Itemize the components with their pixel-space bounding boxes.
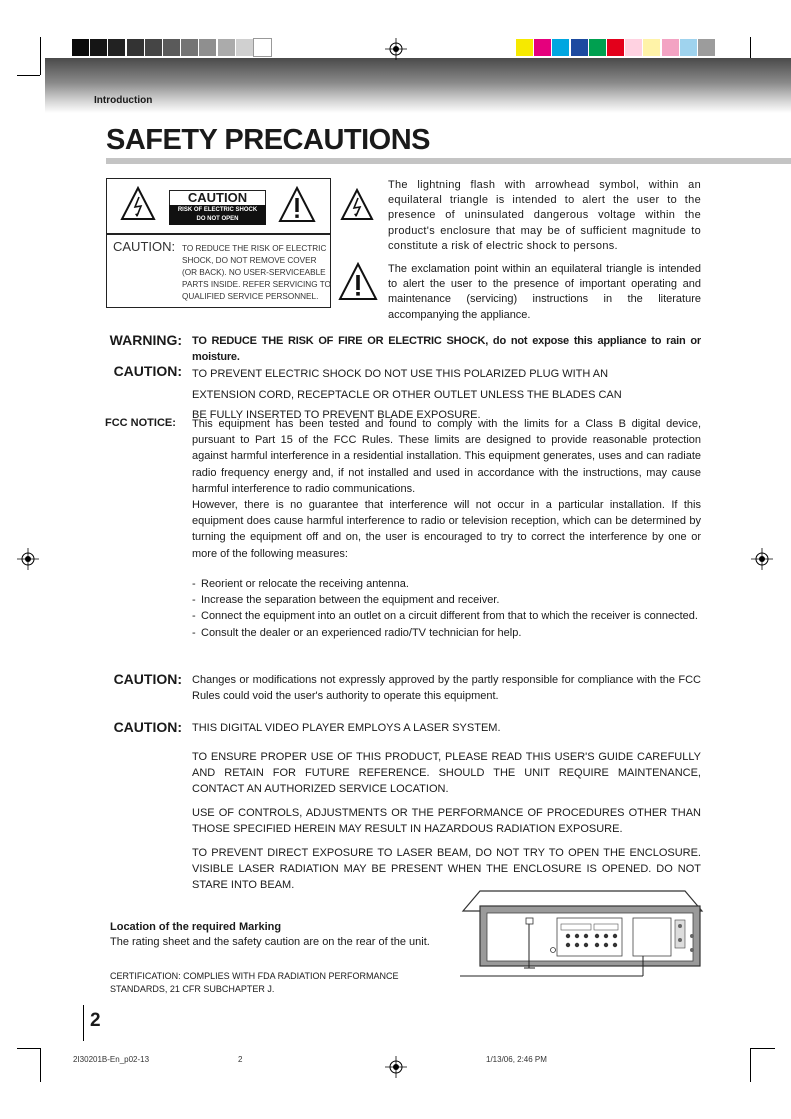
certification-text: CERTIFICATION: COMPLIES WITH FDA RADIATION PERFORMANCE STANDARDS, 21 CFR SUBCHAPTER J. (110, 971, 399, 994)
color-swatch (698, 39, 715, 56)
list-item: - Increase the separation between the equipment and receiver. (192, 594, 500, 607)
color-swatch (236, 39, 253, 56)
color-swatch (72, 39, 89, 56)
caution-modifications-text: Changes or modifications not expressly approved by the partly responsible for compliance with the FCC Rules could void the user's authority to operate this equipment. (192, 674, 701, 703)
footer-file: 2I30201B-En_p02-13 (73, 1055, 150, 1064)
footer-page: 2 (238, 1055, 243, 1064)
color-swatch (643, 39, 660, 56)
exclamation-warning-icon (278, 186, 316, 224)
list-item: - Connect the equipment into an outlet on a circuit different from that to which the receiver is connected. (192, 610, 698, 623)
title-rule (106, 158, 791, 164)
shock-warning-label: RISK OF ELECTRIC SHOCK DO NOT OPEN (169, 205, 266, 225)
footer-timestamp: 1/13/06, 2:46 PM (486, 1055, 547, 1064)
fcc-paragraph-2: However, there is no guarantee that interference will not occur in a particular installation. If this equipment does cause harmful interference to radio or television reception, which can be determined by turning the equipment off and on, the user is encouraged to try to correct the interference by one or more of the following measures: (192, 499, 701, 560)
exclamation-symbol-text: The exclamation point within an equilateral triangle is intended to alert the user to the presence of important operating and maintenance (servicing) instructions in the literature accompanying the appliance. (388, 263, 701, 321)
color-swatch (534, 39, 551, 56)
warning-label: WARNING: (109, 332, 182, 348)
color-swatch (163, 39, 180, 56)
section-label: Introduction (94, 95, 153, 106)
fcc-notice-label: FCC NOTICE: (105, 417, 176, 429)
registration-mark-icon (385, 38, 407, 60)
laser-text-4: TO PREVENT DIRECT EXPOSURE TO LASER BEAM, DO NOT TRY TO OPEN THE ENCLOSURE. VISIBLE LASER RADIATION MAY BE PRESENT WHEN THE ENCLOSURE IS OPENED. DO NOT STARE INTO BEAM. (192, 847, 701, 892)
color-swatch (625, 39, 642, 56)
registration-mark-icon (385, 1056, 407, 1078)
fcc-measures-list (192, 576, 701, 641)
list-item: - Consult the dealer or an experienced radio/TV technician for help. (192, 626, 522, 639)
color-swatch (218, 39, 235, 56)
lightning-warning-icon (120, 186, 156, 222)
registration-mark-icon (17, 548, 39, 570)
caution-label: CAUTION: (113, 671, 182, 687)
color-swatch (254, 39, 271, 56)
laser-text-3: USE OF CONTROLS, ADJUSTMENTS OR THE PERFORMANCE OF PROCEDURES OTHER THAN THOSE SPECIFIED HEREIN MAY RESULT IN HAZARDOUS RADIATION EXPOSURE. (192, 807, 701, 836)
laser-text-1: THIS DIGITAL VIDEO PLAYER EMPLOYS A LASER SYSTEM. (192, 722, 501, 734)
color-swatch (199, 39, 216, 56)
caution-label: CAUTION: (113, 363, 182, 379)
page-number-rule (83, 1005, 84, 1041)
header-band (45, 58, 791, 113)
lightning-symbol-icon (340, 188, 374, 222)
color-swatch (145, 39, 162, 56)
caution-plug-text: TO PREVENT ELECTRIC SHOCK DO NOT USE THIS POLARIZED PLUG WITH AN EXTENSION CORD, RECEPTACLE OR OTHER OUTLET UNLESS THE BLADES CAN BE FULLY INSERTED TO PREVENT BLADE EXPOSURE. (192, 368, 622, 421)
color-swatch (680, 39, 697, 56)
page-title: SAFETY PRECAUTIONS (106, 124, 431, 156)
color-swatch (607, 39, 624, 56)
lightning-symbol-text: The lightning flash with arrowhead symbol, within an equilateral triangle is intended to alert the user to the presence of uninsulated dangerous voltage within the product's enclosure that may be of sufficient magnitude to constitute a risk of electric shock to persons. (388, 179, 701, 252)
warning-text: TO REDUCE THE RISK OF FIRE OR ELECTRIC SHOCK, do not expose this appliance to rain or moisture. (192, 335, 701, 364)
color-swatch (127, 39, 144, 56)
laser-text-2: TO ENSURE PROPER USE OF THIS PRODUCT, PLEASE READ THIS USER'S GUIDE CAREFULLY AND RETAIN FOR FUTURE REFERENCE. SHOULD THE UNIT REQUIRE MAINTENANCE, CONTACT AN AUTHORIZED SERVICE LOCATION. (192, 751, 701, 796)
registration-mark-icon (751, 548, 773, 570)
color-swatch (589, 39, 606, 56)
marking-text: The rating sheet and the safety caution are on the rear of the unit. (110, 936, 430, 948)
fcc-paragraph-1: This equipment has been tested and found to comply with the limits for a Class B digital device, pursuant to Part 15 of the FCC Rules. These limits are designed to provide reasonable protection against harmful interference in a residential installation. This equipment generates, uses and can radiate radio frequency energy and, if not installed and used in accordance with the instructions, may cause harmful interference to radio communications. (192, 418, 701, 495)
marking-heading: Location of the required Marking (110, 921, 282, 933)
page-number: 2 (90, 1010, 101, 1031)
device-rear-illustration (455, 888, 705, 982)
caution-box-text: TO REDUCE THE RISK OF ELECTRIC SHOCK, DO NOT REMOVE COVER (OR BACK). NO USER-SERVICEABLE PARTS INSIDE. REFER SERVICING TO QUALIFIED SERVICE PERSONNEL. (182, 244, 331, 301)
color-swatch (516, 39, 533, 56)
color-swatch (181, 39, 198, 56)
color-swatch (571, 39, 588, 56)
caution-label: CAUTION: (113, 719, 182, 735)
color-swatch (108, 39, 125, 56)
caution-word: CAUTION (169, 190, 266, 206)
list-item: - Reorient or relocate the receiving antenna. (192, 578, 409, 590)
color-swatch (90, 39, 107, 56)
color-swatch (662, 39, 679, 56)
divider (106, 233, 331, 235)
exclamation-symbol-icon (338, 262, 378, 302)
color-swatch (552, 39, 569, 56)
caution-box-label: CAUTION: (113, 239, 176, 254)
